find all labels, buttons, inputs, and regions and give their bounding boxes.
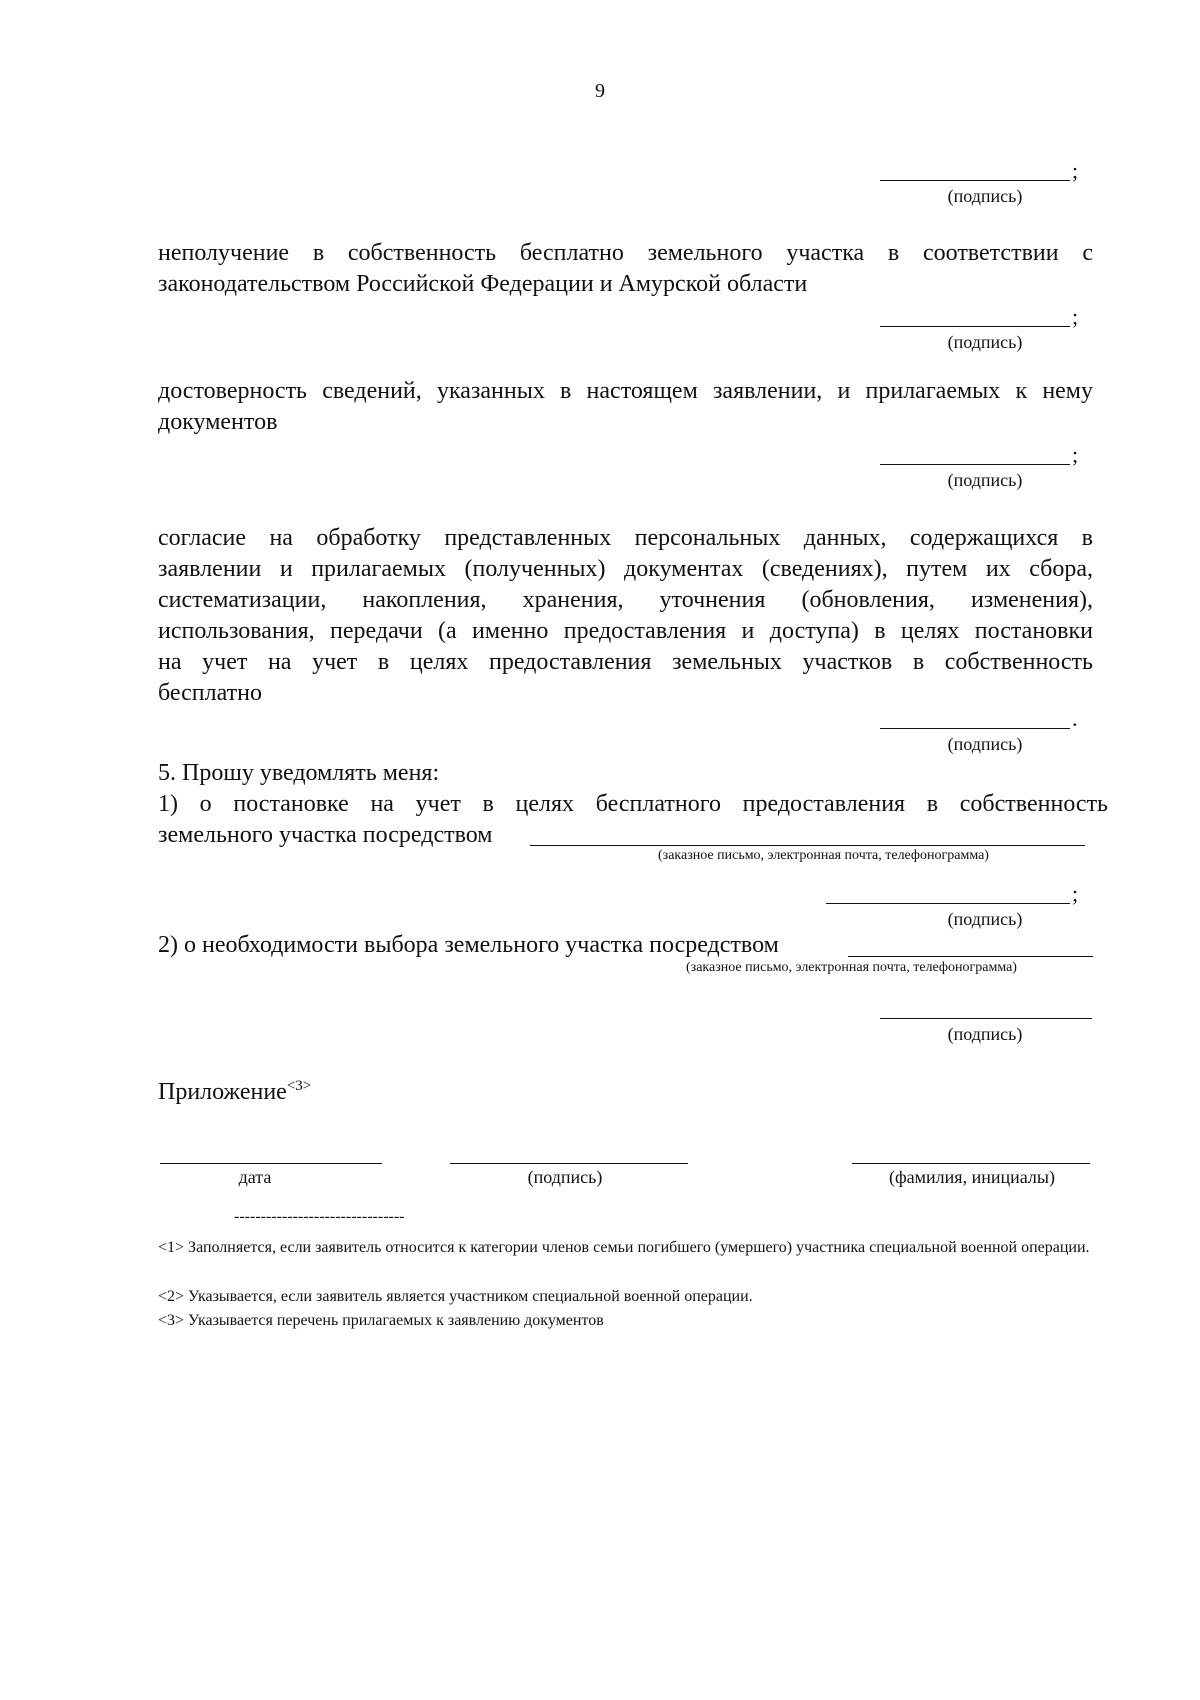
text-line: заявлении и прилагаемых (полученных) документах (сведениях), путем их сбора, [158, 556, 1093, 582]
semicolon: ; [1072, 304, 1079, 329]
text-line: документов [158, 409, 278, 435]
signature-line[interactable] [826, 903, 1070, 904]
name-field[interactable] [852, 1163, 1090, 1164]
semicolon: ; [1072, 442, 1079, 467]
notify-heading: 5. Прошу уведомлять меня: [158, 760, 440, 786]
notify-item-2: 2) о необходимости выбора земельного участка посредством [158, 932, 779, 958]
signature-line[interactable] [880, 180, 1070, 181]
signature-caption: (подпись) [947, 734, 1023, 754]
name-caption: (фамилия, инициалы) [889, 1167, 1055, 1187]
signature-line[interactable] [880, 1018, 1092, 1019]
statement-no-land-received [158, 238, 1093, 300]
notify-item-1-cont: земельного участка посредством [158, 822, 493, 848]
page-number: 9 [595, 80, 605, 102]
text-line: неполучение в собственность бесплатно земельного участка в соответствии с [158, 240, 1093, 266]
text-line: согласие на обработку представленных персональных данных, содержащихся в [158, 525, 1093, 551]
footnote-1: <1> Заполняется, если заявитель относится к категории членов семьи погибшего (умершего) участника специальной военной операции. [158, 1239, 1090, 1256]
appendix-label [158, 1078, 311, 1106]
notify-method-hint: (заказное письмо, электронная почта, телефонограмма) [686, 960, 1017, 975]
text-line: использования, передачи (а именно предоставления и доступа) в целях постановки [158, 618, 1093, 644]
footnote-separator: -------------------------------- [234, 1208, 405, 1225]
text-line: бесплатно [158, 680, 262, 706]
notify-method-hint: (заказное письмо, электронная почта, телефонограмма) [658, 848, 989, 863]
text-line: систематизации, накопления, хранения, уточнения (обновления, изменения), [158, 587, 1093, 613]
signature-line[interactable] [880, 728, 1070, 729]
notify-item-1: 1) о постановке на учет в целях бесплатного предоставления в собственность [158, 791, 1108, 817]
signature-field[interactable] [450, 1163, 688, 1164]
signature-line[interactable] [880, 464, 1070, 465]
signature-caption: (подпись) [947, 1024, 1023, 1044]
statement-data-accuracy [158, 376, 1093, 438]
text-line: на учет на учет в целях предоставления земельных участков в собственность [158, 649, 1093, 675]
date-caption: дата [238, 1167, 272, 1187]
signature-caption: (подпись) [947, 470, 1023, 490]
period: . [1072, 706, 1078, 731]
semicolon: ; [1072, 158, 1079, 183]
date-field[interactable] [160, 1163, 382, 1164]
notify-method-field-1[interactable] [530, 845, 1085, 846]
footnote-3: <3> Указывается перечень прилагаемых к заявлению документов [158, 1312, 604, 1329]
signature-caption: (подпись) [947, 186, 1023, 206]
signature-line[interactable] [880, 326, 1070, 327]
signature-caption: (подпись) [527, 1167, 603, 1187]
semicolon: ; [1072, 881, 1079, 906]
appendix-text: Приложение [158, 1079, 287, 1105]
appendix-footnote-ref: <3> [286, 1078, 312, 1094]
notify-method-field-2[interactable] [848, 956, 1093, 957]
footnote-2: <2> Указывается, если заявитель является участником специальной военной операции. [158, 1288, 753, 1305]
statement-personal-data-consent [158, 523, 1093, 709]
text-line: достоверность сведений, указанных в настоящем заявлении, и прилагаемых к нему [158, 378, 1093, 404]
text-line: законодательством Российской Федерации и Амурской области [158, 271, 808, 297]
signature-caption: (подпись) [947, 332, 1023, 352]
signature-caption: (подпись) [947, 909, 1023, 929]
